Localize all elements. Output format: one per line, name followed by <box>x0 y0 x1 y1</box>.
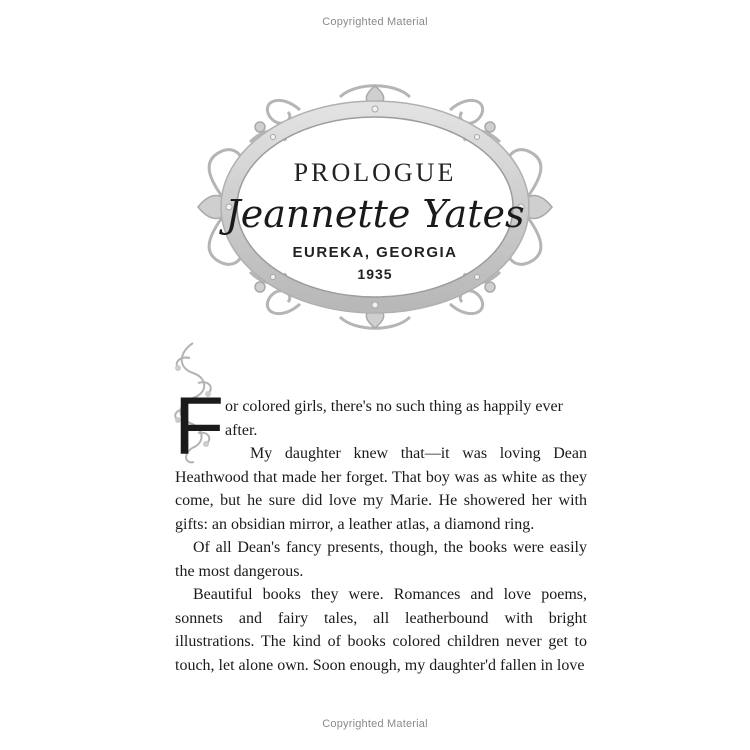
chapter-title: Jeannette Yates <box>225 192 525 236</box>
chapter-year: 1935 <box>357 266 393 282</box>
copyright-watermark-bottom: Copyrighted Material <box>322 718 428 730</box>
paragraph-2 <box>175 442 587 536</box>
paragraph-3-text: Of all Dean's fancy presents, though, the books were easily the most dangerous. <box>175 539 587 580</box>
copyright-watermark-top: Copyrighted Material <box>322 16 428 28</box>
paragraph-1: or colored girls, there's no such thing as happily ever after. <box>225 398 563 439</box>
paragraph-4-text: Beautiful books they were. Romances and love poems, sonnets and fairy tales, all leatherbound with bright illustrations. The kind of books colored children never get to touch, let alone own. Soon enough, my daughter'd fallen in love <box>175 586 587 674</box>
drop-cap: F <box>174 381 225 472</box>
chapter-label: PROLOGUE <box>293 158 457 187</box>
chapter-place: EUREKA, GEORGIA <box>292 244 458 261</box>
paragraph-2-text: My daughter knew that—it was loving Dean Heathwood that made her forget. That boy was as white as they come, but he sure did love my Marie. He showered her with gifts: an obsidian mirror, a leather atlas, a diamond ring. <box>175 445 587 533</box>
paragraph-4 <box>175 583 587 677</box>
paragraph-3 <box>175 536 587 583</box>
